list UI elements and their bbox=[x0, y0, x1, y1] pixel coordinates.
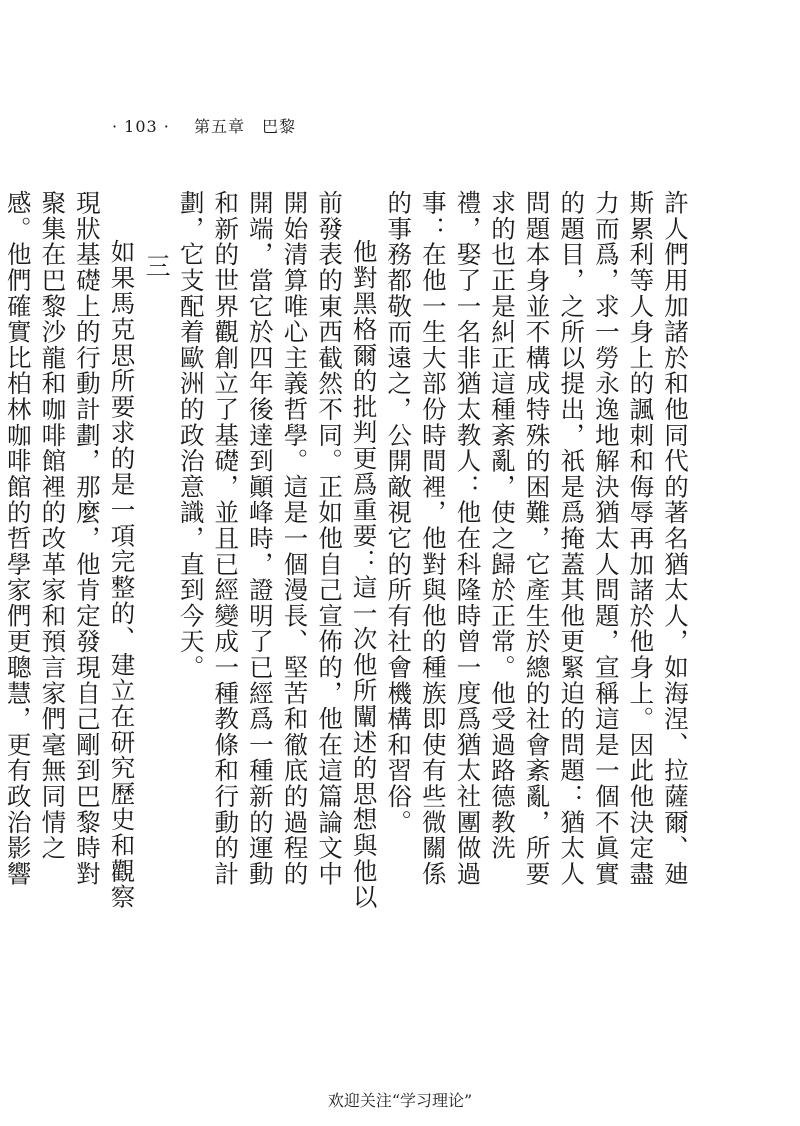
chapter-title: 第五章 巴黎 bbox=[193, 117, 296, 136]
footer-note: 欢迎关注“学习理论” bbox=[327, 1091, 473, 1110]
section-heading: 三 bbox=[142, 252, 172, 282]
page-number: · 103 · bbox=[112, 117, 170, 136]
paragraph: 如果馬克思所要求的是一項完整的、建立在研究歷史和觀察現狀基礎上的行動計劃，那麼，他肯定發現自己剛到巴黎時對聚集在巴黎沙龍和咖啡館裡的改革家和預言家們毫無同情之感。他們確實比柏林咖啡館的哲學家們更聰慧，更有政治影響 bbox=[3, 190, 137, 910]
paragraph-continued: 許人們用加諸於和他同代的著名猶太人，如海涅、拉薩爾、廸斯累利等人身上的諷刺和侮辱再加諸於他身上。因此他決定盡力而爲，求一勞永逸地解決猶太人問題，宣稱這是一個不眞實的題目，之所以提出，祇是爲掩蓋其他更緊迫的問題：猶太人問題本身並不構成特殊的困難，它產生於總的社會紊亂，所要求的也正是糾正這種紊亂，使之歸於正常。他受過路德教洗禮，娶了一名非猶太教人：他在科隆時曾一度爲猶太社團做過事：在他一生大部份時間裡，他對與他的種族即使有些微關係的事務都敬而遠之，公開敵視它的所有社會機構和習俗。 bbox=[384, 190, 690, 887]
running-header bbox=[112, 114, 296, 137]
vertical-body-text bbox=[3, 190, 692, 910]
paragraph: 他對黑格爾的批判更爲重要：這一次他所闡述的思想與他以前發表的東西截然不同。正如他自己宣佈的，他在這篇論文中開始清算唯心主義哲學。這是一個漫長、堅苦和徹底的過程的開端，當它於四年後達到顚峰時，證明了已經爲一種新的運動和新的世界觀創立了基礎，並且已經變成一種教條和行動的計劃，它支配着歐洲的政治意識，直到今天。 bbox=[176, 190, 379, 910]
